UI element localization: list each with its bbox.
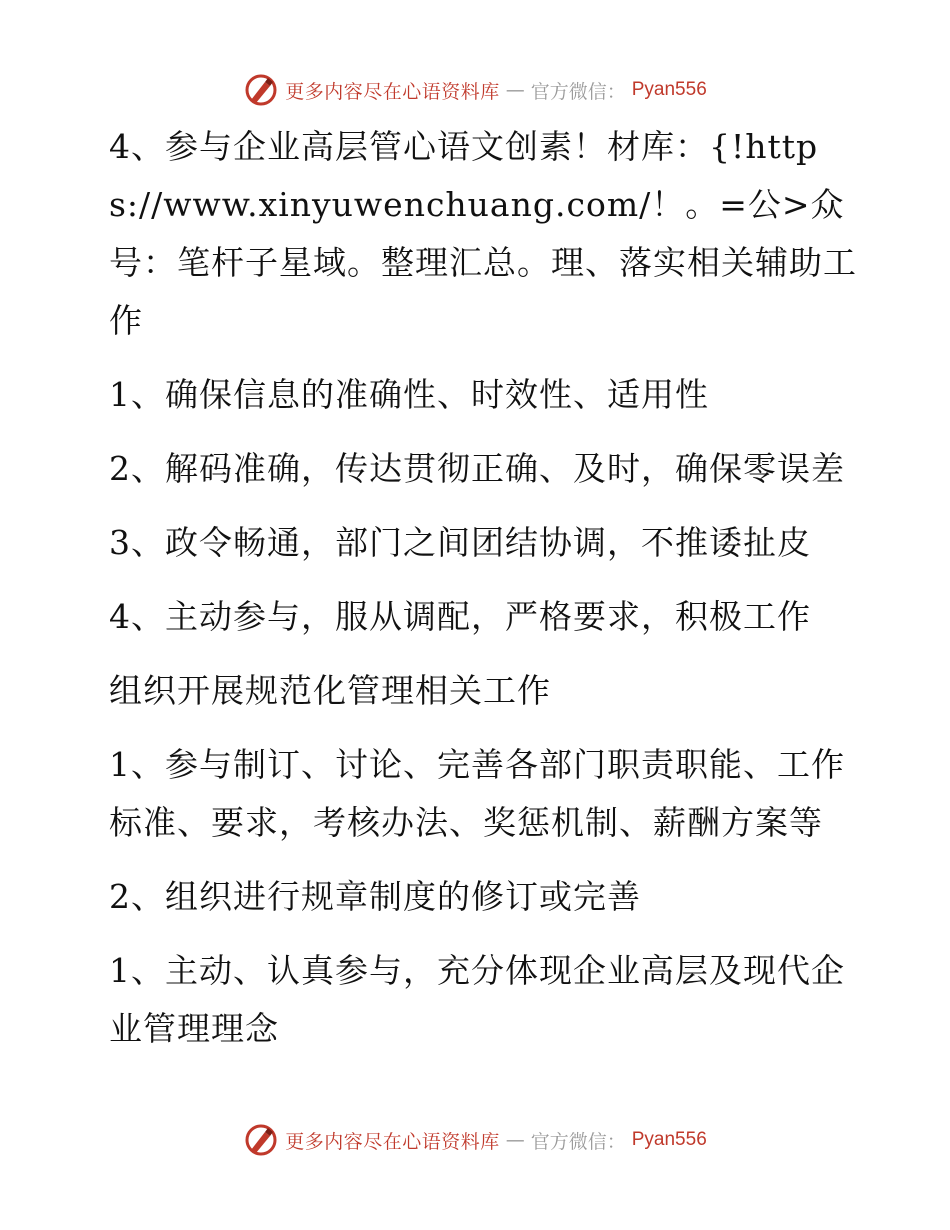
- paragraph: 3、政令畅通，部门之间团结协调，不推诿扯皮: [109, 523, 811, 562]
- section-heading: 组织开展规范化管理相关工作: [109, 671, 551, 710]
- document-body: [97, 118, 857, 1074]
- watermark-separator: —: [505, 79, 525, 101]
- watermark-wechat-id: Pyan556: [631, 79, 707, 100]
- watermark-wechat-id: Pyan556: [631, 1129, 707, 1150]
- watermark-wechat-label: 官方微信：: [530, 1130, 626, 1153]
- paragraph: 4、参与企业高层管心语文创素！材库：{!https://www.xinyuwenchuang.com/！。=公>众号：笔杆子星域。整理汇总。理、落实相关辅助工作: [109, 127, 857, 340]
- header-watermark: [0, 70, 950, 110]
- paragraph: 1、参与制订、讨论、完善各部门职责职能、工作标准、要求，考核办法、奖惩机制、薪酬方案等: [109, 745, 845, 842]
- watermark-site-text: 更多内容尽在心语资料库: [285, 1130, 500, 1153]
- paragraph: 2、解码准确，传达贯彻正确、及时，确保零误差: [109, 449, 845, 488]
- pen-logo-icon: [243, 1122, 279, 1158]
- paragraph: 1、主动、认真参与，充分体现企业高层及现代企业管理理念: [109, 951, 845, 1048]
- watermark-separator: —: [505, 1129, 525, 1151]
- watermark-site-text: 更多内容尽在心语资料库: [285, 80, 500, 103]
- paragraph: 4、主动参与，服从调配，严格要求，积极工作: [109, 597, 811, 636]
- watermark-wechat-label: 官方微信：: [530, 80, 626, 103]
- paragraph: 1、确保信息的准确性、时效性、适用性: [109, 375, 709, 414]
- paragraph: 2、组织进行规章制度的修订或完善: [109, 877, 641, 916]
- pen-logo-icon: [243, 72, 279, 108]
- footer-watermark: [0, 1120, 950, 1160]
